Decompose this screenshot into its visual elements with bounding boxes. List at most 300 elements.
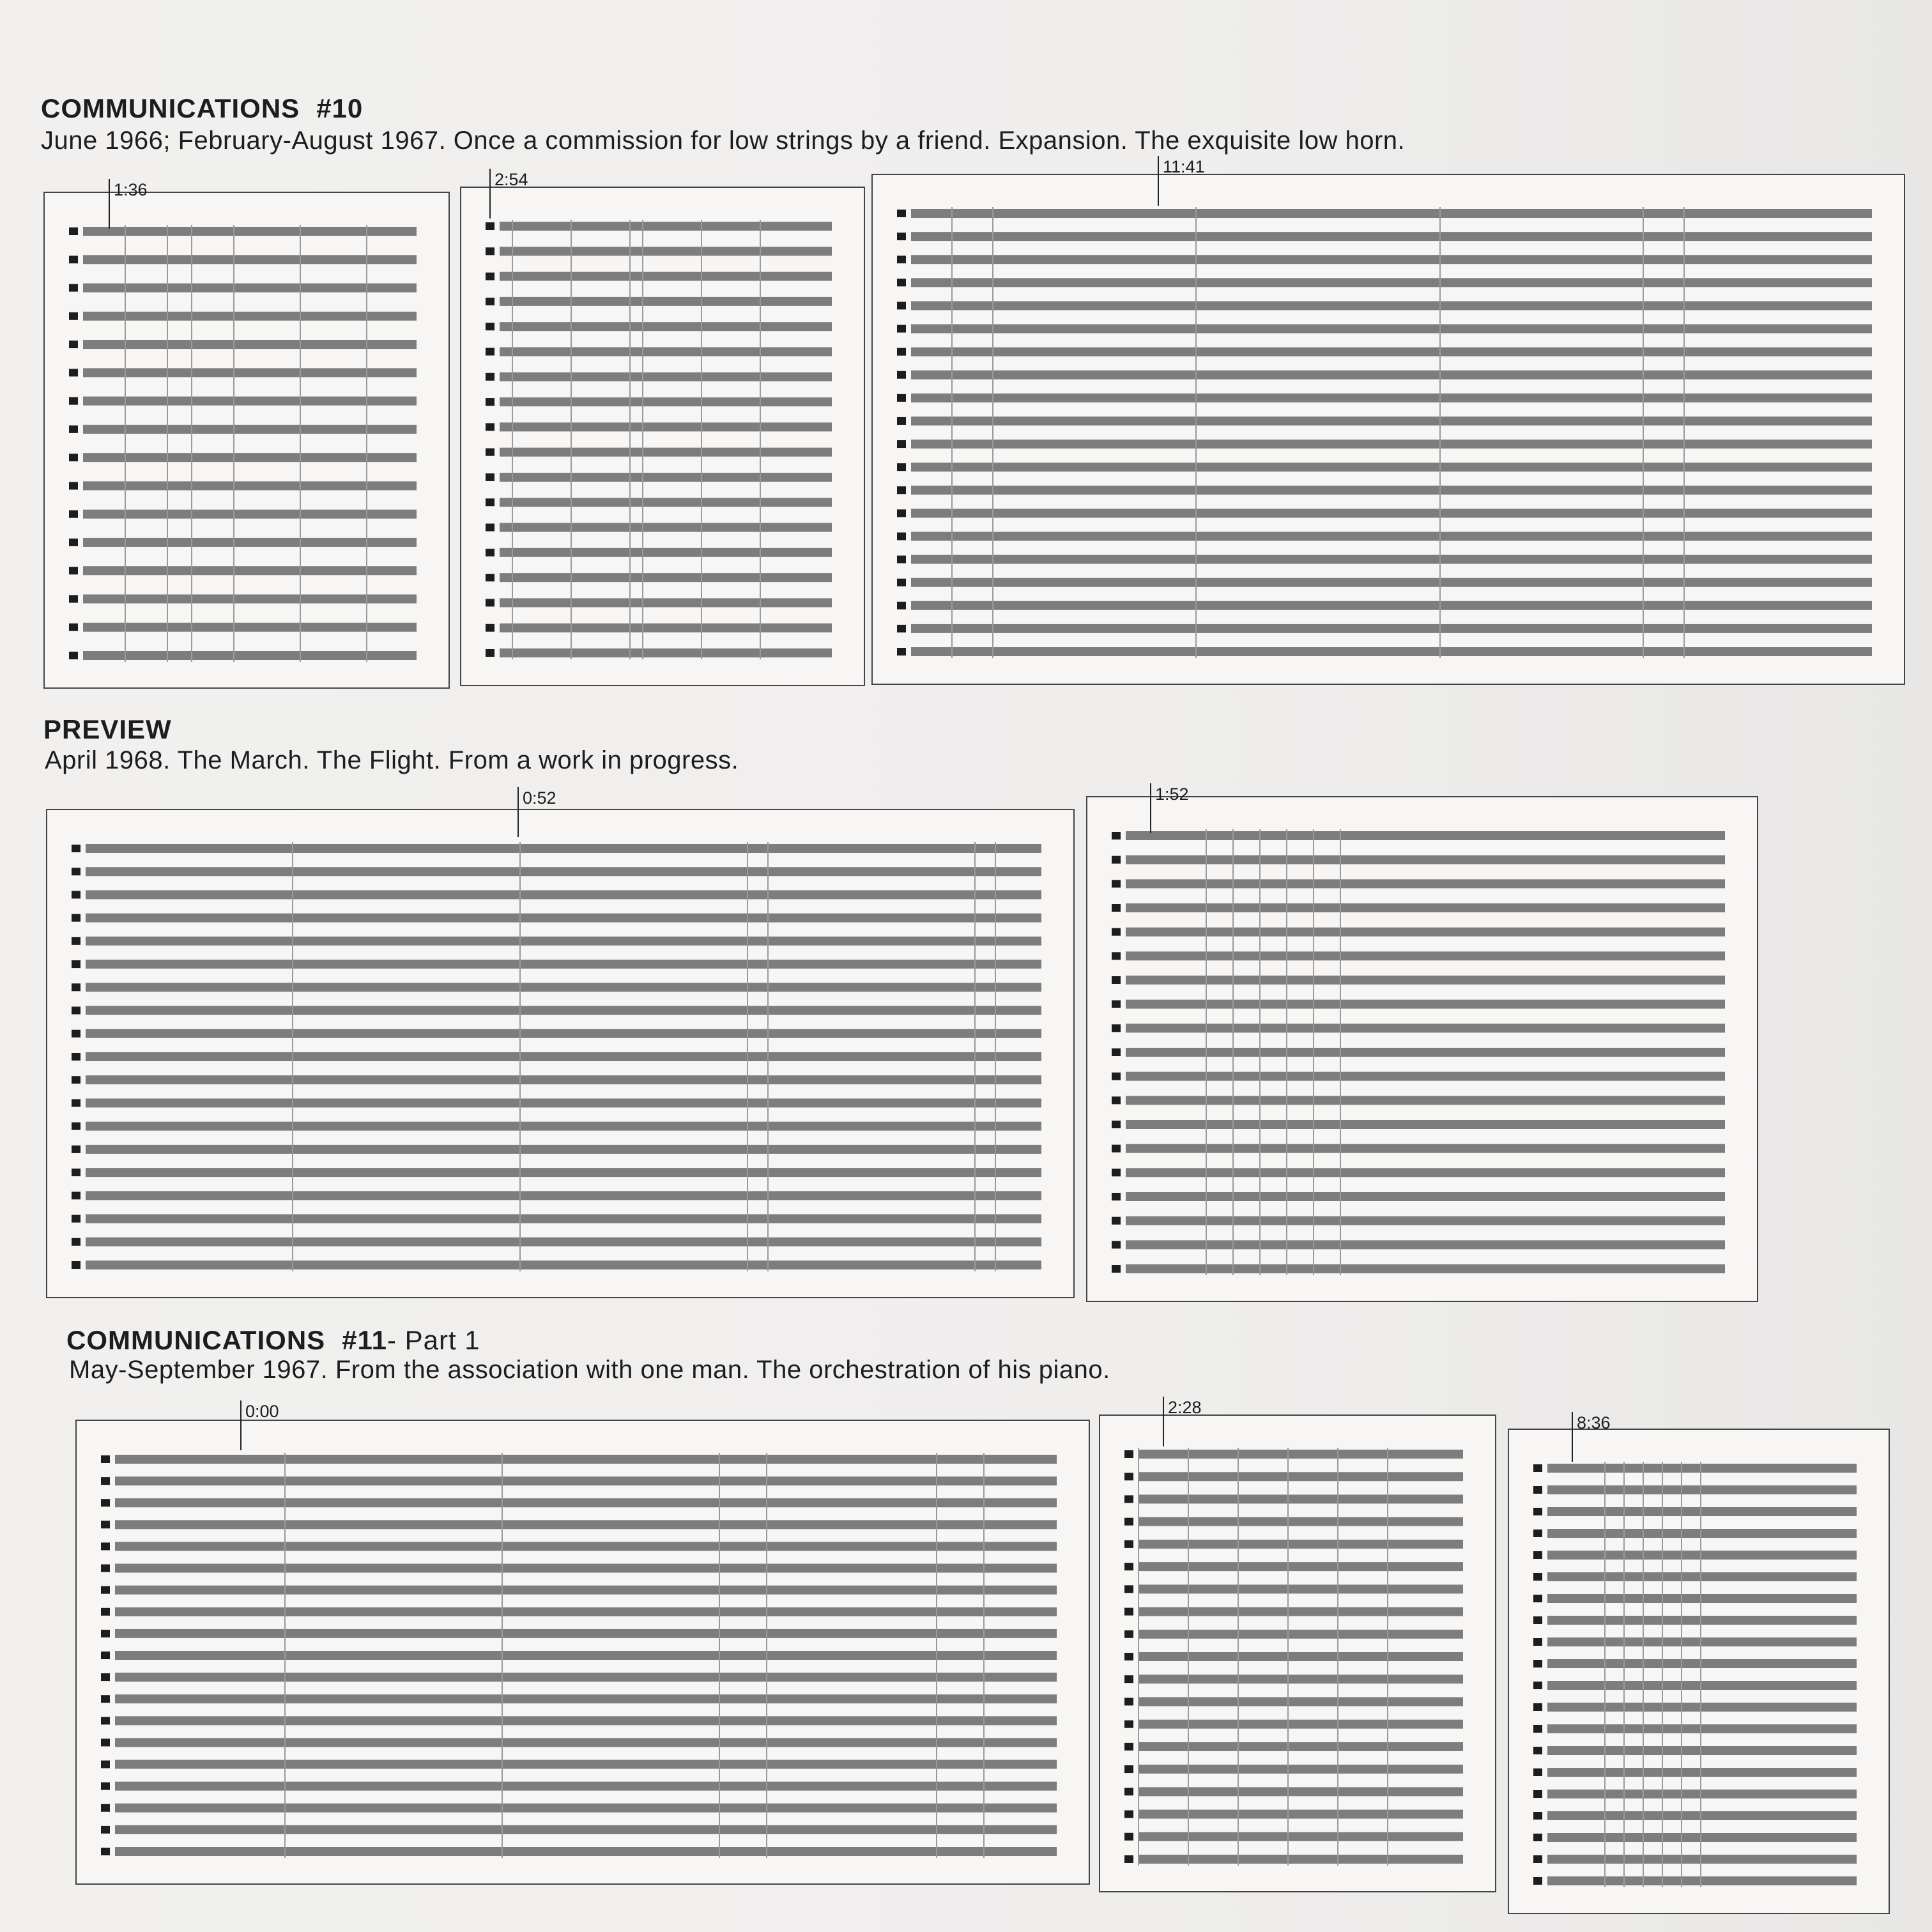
staff-line [500, 523, 832, 532]
instrument-marker [101, 1630, 110, 1637]
staff-line [1126, 1240, 1725, 1249]
section-description: April 1968. The March. The Flight. From a work in progress. [45, 746, 739, 774]
staff-line [1547, 1594, 1857, 1603]
staff-line [911, 209, 1872, 218]
instrument-marker [1124, 1473, 1133, 1480]
staff-line [86, 1098, 1041, 1107]
staff-line [115, 1498, 1057, 1507]
score-panel [1508, 1429, 1890, 1914]
staff-line [86, 983, 1041, 992]
instrument-marker [486, 624, 494, 632]
section-description: June 1966; February-August 1967. Once a commission for low strings by a friend. Expansion. The exquisite low horn. [41, 126, 1406, 155]
section-subtitle: - Part 1 [387, 1325, 480, 1355]
staff-line [500, 372, 832, 381]
staff-line [911, 348, 1872, 356]
time-label: 2:54 [494, 170, 528, 189]
staff-line [86, 1191, 1041, 1200]
instrument-marker [101, 1695, 110, 1703]
instrument-marker [486, 574, 494, 581]
staff-line [911, 301, 1872, 310]
instrument-marker [897, 463, 906, 471]
instrument-marker [486, 473, 494, 481]
instrument-marker [1124, 1833, 1133, 1841]
staff-line [1138, 1472, 1463, 1481]
instrument-marker [69, 284, 78, 292]
staff-line [115, 1564, 1057, 1573]
staff-line [1126, 1168, 1725, 1177]
section-title-communications-10 [41, 93, 363, 124]
instrument-marker [1112, 1048, 1121, 1056]
instrument-marker [72, 1192, 80, 1199]
score-staves [45, 193, 448, 687]
staff-line [1138, 1540, 1463, 1549]
instrument-marker [72, 1123, 80, 1130]
instrument-marker [486, 549, 494, 556]
staff-line [500, 624, 832, 632]
staff-line [1547, 1551, 1857, 1560]
instrument-marker [1533, 1768, 1542, 1776]
staff-line [911, 578, 1872, 587]
score-panel [43, 192, 450, 689]
instrument-marker [69, 425, 78, 433]
instrument-marker [1112, 1024, 1121, 1032]
staff-line [115, 1716, 1057, 1725]
staff-line [500, 448, 832, 457]
instrument-marker [72, 1076, 80, 1084]
instrument-marker [1112, 1193, 1121, 1200]
instrument-marker [69, 482, 78, 489]
staff-line [115, 1520, 1057, 1529]
staff-line [500, 498, 832, 507]
instrument-marker [486, 373, 494, 381]
staff-line [86, 914, 1041, 923]
instrument-marker [1124, 1675, 1133, 1683]
staff-line [1138, 1765, 1463, 1774]
staff-line [1126, 951, 1725, 960]
staff-line [1138, 1697, 1463, 1706]
staff-line [115, 1586, 1057, 1595]
instrument-marker [1533, 1551, 1542, 1559]
instrument-marker [486, 423, 494, 431]
staff-line [1126, 1023, 1725, 1032]
instrument-marker [486, 398, 494, 406]
instrument-marker [1112, 952, 1121, 960]
instrument-marker [897, 509, 906, 517]
time-label: 0:00 [245, 1402, 279, 1421]
instrument-marker [1112, 832, 1121, 839]
instrument-marker [72, 1030, 80, 1038]
instrument-marker [101, 1826, 110, 1834]
time-label: 8:36 [1577, 1413, 1611, 1432]
score-panel [1086, 796, 1758, 1302]
staff-line [86, 1122, 1041, 1131]
staff-line [115, 1651, 1057, 1660]
staff-line [911, 255, 1872, 264]
staff-line [115, 1804, 1057, 1813]
instrument-marker [897, 625, 906, 632]
staff-line [115, 1847, 1057, 1856]
instrument-marker [101, 1717, 110, 1724]
instrument-marker [486, 498, 494, 506]
instrument-marker [1112, 976, 1121, 984]
staff-line [500, 347, 832, 356]
staff-line [1138, 1810, 1463, 1819]
staff-line [1547, 1746, 1857, 1755]
instrument-marker [72, 891, 80, 898]
instrument-marker [897, 233, 906, 240]
staff-line [1547, 1485, 1857, 1494]
staff-line [1138, 1832, 1463, 1841]
staff-line [1547, 1464, 1857, 1473]
instrument-marker [101, 1608, 110, 1616]
instrument-marker [69, 312, 78, 320]
instrument-marker [1112, 928, 1121, 936]
instrument-marker [72, 1146, 80, 1153]
staff-line [1126, 855, 1725, 864]
staff-line [1138, 1720, 1463, 1729]
staff-line [1138, 1787, 1463, 1796]
score-panel [1099, 1414, 1496, 1892]
staff-line [911, 555, 1872, 564]
staff-line [86, 1075, 1041, 1084]
staff-line [911, 509, 1872, 518]
staff-line [911, 463, 1872, 471]
instrument-marker [1124, 1518, 1133, 1526]
instrument-marker [1124, 1743, 1133, 1751]
instrument-marker [1533, 1812, 1542, 1820]
instrument-marker [72, 1261, 80, 1269]
staff-line [911, 325, 1872, 334]
instrument-marker [486, 323, 494, 330]
staff-line [1126, 1096, 1725, 1105]
instrument-marker [1124, 1540, 1133, 1548]
staff-line [115, 1542, 1057, 1551]
staff-line [500, 322, 832, 331]
instrument-marker [72, 1215, 80, 1223]
instrument-marker [69, 227, 78, 235]
staff-line [911, 647, 1872, 656]
staff-line [500, 648, 832, 657]
instrument-marker [1112, 1241, 1121, 1248]
instrument-marker [1124, 1563, 1133, 1570]
instrument-marker [69, 510, 78, 518]
instrument-marker [1124, 1585, 1133, 1593]
score-staves [873, 175, 1904, 684]
instrument-marker [72, 1238, 80, 1246]
time-label: 0:52 [523, 788, 556, 808]
instrument-marker [101, 1652, 110, 1659]
section-name: COMMUNICATIONS [41, 93, 300, 123]
instrument-marker [72, 1169, 80, 1176]
instrument-marker [101, 1542, 110, 1550]
staff-line [1547, 1507, 1857, 1516]
instrument-marker [897, 440, 906, 448]
instrument-marker [1112, 1121, 1121, 1128]
score-staves [1100, 1416, 1495, 1891]
instrument-marker [72, 937, 80, 945]
instrument-marker [1124, 1608, 1133, 1616]
staff-line [1547, 1855, 1857, 1864]
instrument-marker [101, 1738, 110, 1746]
instrument-marker [69, 369, 78, 376]
staff-line [500, 573, 832, 582]
staff-line [86, 1238, 1041, 1246]
staff-line [1126, 1120, 1725, 1129]
staff-line [1126, 1048, 1725, 1057]
score-panel [46, 809, 1075, 1298]
staff-line [500, 598, 832, 607]
staff-line [1138, 1607, 1463, 1616]
instrument-marker [1533, 1725, 1542, 1733]
instrument-marker [1112, 1073, 1121, 1080]
staff-line [1138, 1630, 1463, 1639]
staff-line [500, 422, 832, 431]
instrument-marker [1112, 1265, 1121, 1273]
staff-line [1547, 1572, 1857, 1581]
instrument-marker [1112, 1145, 1121, 1153]
staff-line [1126, 928, 1725, 937]
staff-line [500, 247, 832, 256]
staff-line [1126, 1072, 1725, 1081]
staff-line [1126, 1264, 1725, 1273]
staff-line [86, 1261, 1041, 1269]
staff-line [1138, 1562, 1463, 1571]
instrument-marker [1124, 1495, 1133, 1503]
instrument-marker [72, 1007, 80, 1015]
instrument-marker [72, 960, 80, 968]
staff-line [500, 397, 832, 406]
staff-line [1138, 1675, 1463, 1683]
instrument-marker [1112, 856, 1121, 864]
instrument-marker [486, 298, 494, 305]
staff-line [86, 937, 1041, 946]
instrument-marker [1533, 1790, 1542, 1798]
time-label: 1:52 [1155, 785, 1189, 804]
instrument-marker [897, 302, 906, 309]
instrument-marker [101, 1673, 110, 1681]
staff-line [86, 1052, 1041, 1061]
staff-line [911, 624, 1872, 633]
staff-line [500, 297, 832, 306]
instrument-marker [69, 397, 78, 405]
instrument-marker [1112, 1217, 1121, 1225]
instrument-marker [69, 454, 78, 461]
instrument-marker [101, 1848, 110, 1855]
instrument-marker [101, 1804, 110, 1812]
staff-line [1138, 1855, 1463, 1864]
staff-line [1547, 1616, 1857, 1625]
instrument-marker [897, 648, 906, 656]
staff-line [911, 417, 1872, 425]
instrument-marker [1124, 1788, 1133, 1795]
staff-line [1547, 1876, 1857, 1885]
instrument-marker [897, 256, 906, 263]
time-label: 2:28 [1168, 1398, 1202, 1417]
staff-line [911, 532, 1872, 540]
instrument-marker [72, 1099, 80, 1107]
staff-line [911, 278, 1872, 287]
instrument-marker [1124, 1855, 1133, 1863]
instrument-marker [72, 1053, 80, 1061]
staff-line [500, 548, 832, 557]
instrument-marker [69, 595, 78, 602]
instrument-marker [101, 1565, 110, 1572]
instrument-marker [897, 325, 906, 333]
staff-line [115, 1607, 1057, 1616]
section-title-communications-11 [66, 1325, 480, 1356]
staff-line [86, 1215, 1041, 1223]
staff-line [115, 1694, 1057, 1703]
instrument-marker [1124, 1653, 1133, 1660]
instrument-marker [1533, 1595, 1542, 1602]
instrument-marker [69, 567, 78, 574]
instrument-marker [101, 1477, 110, 1485]
instrument-marker [1533, 1573, 1542, 1581]
section-name: PREVIEW [43, 714, 172, 744]
staff-line [500, 473, 832, 482]
staff-line [1126, 1000, 1725, 1009]
instrument-marker [1112, 904, 1121, 912]
instrument-marker [897, 371, 906, 379]
instrument-marker [1124, 1721, 1133, 1728]
instrument-marker [486, 222, 494, 230]
staff-line [115, 1629, 1057, 1638]
staff-line [86, 1029, 1041, 1038]
instrument-marker [1533, 1834, 1542, 1841]
staff-line [115, 1738, 1057, 1747]
instrument-marker [101, 1782, 110, 1790]
instrument-marker [1124, 1811, 1133, 1818]
instrument-marker [69, 624, 78, 631]
staff-line [1547, 1703, 1857, 1712]
staff-line [1138, 1584, 1463, 1593]
instrument-marker [486, 524, 494, 532]
instrument-marker [101, 1521, 110, 1528]
staff-line [1138, 1652, 1463, 1661]
instrument-marker [1124, 1450, 1133, 1458]
staff-line [1547, 1529, 1857, 1538]
instrument-marker [897, 486, 906, 494]
staff-line [1547, 1811, 1857, 1820]
score-staves [461, 188, 864, 685]
instrument-marker [897, 602, 906, 610]
staff-line [1547, 1768, 1857, 1777]
staff-line [86, 1145, 1041, 1154]
instrument-marker [1124, 1765, 1133, 1773]
score-staves [1087, 797, 1757, 1301]
staff-line [1126, 879, 1725, 888]
instrument-marker [1112, 1096, 1121, 1104]
section-description: May-September 1967. From the association with one man. The orchestration of his piano. [69, 1356, 1110, 1384]
score-panel [460, 187, 865, 686]
instrument-marker [486, 448, 494, 456]
instrument-marker [897, 279, 906, 286]
staff-line [1126, 903, 1725, 912]
staff-line [911, 232, 1872, 241]
staff-line [1547, 1681, 1857, 1690]
instrument-marker [1533, 1616, 1542, 1624]
section-number: #11 [342, 1325, 387, 1355]
instrument-marker [1112, 1169, 1121, 1176]
score-staves [1509, 1430, 1889, 1913]
time-label: 11:41 [1163, 157, 1205, 176]
instrument-marker [897, 532, 906, 540]
staff-line [86, 890, 1041, 899]
instrument-marker [101, 1761, 110, 1768]
instrument-marker [101, 1455, 110, 1463]
staff-line [1547, 1659, 1857, 1668]
instrument-marker [486, 348, 494, 355]
staff-line [1138, 1517, 1463, 1526]
staff-line [911, 486, 1872, 494]
instrument-marker [69, 652, 78, 659]
staff-line [115, 1455, 1057, 1464]
staff-line [115, 1760, 1057, 1769]
staff-line [86, 960, 1041, 969]
staff-line [1126, 831, 1725, 840]
staff-line [911, 601, 1872, 610]
instrument-marker [486, 273, 494, 280]
instrument-marker [1533, 1529, 1542, 1537]
instrument-marker [69, 256, 78, 263]
score-staves [47, 810, 1073, 1297]
instrument-marker [69, 341, 78, 348]
staff-line [1138, 1450, 1463, 1459]
staff-line [86, 844, 1041, 853]
instrument-marker [72, 845, 80, 852]
section-name: COMMUNICATIONS [66, 1325, 326, 1355]
staff-line [86, 1006, 1041, 1015]
instrument-marker [1533, 1638, 1542, 1646]
staff-line [1126, 1216, 1725, 1225]
staff-line [1547, 1833, 1857, 1842]
staff-line [115, 1825, 1057, 1834]
instrument-marker [1533, 1747, 1542, 1754]
instrument-marker [1533, 1877, 1542, 1885]
staff-line [1126, 1144, 1725, 1153]
instrument-marker [1533, 1464, 1542, 1472]
staff-line [86, 867, 1041, 876]
staff-line [1138, 1742, 1463, 1751]
instrument-marker [1533, 1508, 1542, 1515]
instrument-marker [1112, 880, 1121, 887]
staff-line [1547, 1637, 1857, 1646]
instrument-marker [1124, 1698, 1133, 1705]
instrument-marker [72, 983, 80, 991]
score-panel [75, 1420, 1090, 1885]
section-title-preview [43, 714, 172, 745]
score-panel [871, 174, 1905, 685]
instrument-marker [897, 210, 906, 217]
staff-line [500, 222, 832, 231]
staff-line [1138, 1494, 1463, 1503]
staff-line [1126, 976, 1725, 985]
instrument-marker [1533, 1855, 1542, 1863]
staff-line [1547, 1790, 1857, 1798]
instrument-marker [69, 539, 78, 546]
instrument-marker [897, 394, 906, 402]
instrument-marker [897, 579, 906, 586]
staff-line [500, 272, 832, 281]
instrument-marker [101, 1586, 110, 1594]
instrument-marker [1533, 1703, 1542, 1711]
instrument-marker [897, 556, 906, 564]
staff-line [115, 1476, 1057, 1485]
instrument-marker [101, 1499, 110, 1506]
instrument-marker [1533, 1486, 1542, 1494]
staff-line [1126, 1192, 1725, 1201]
staff-line [911, 440, 1872, 448]
